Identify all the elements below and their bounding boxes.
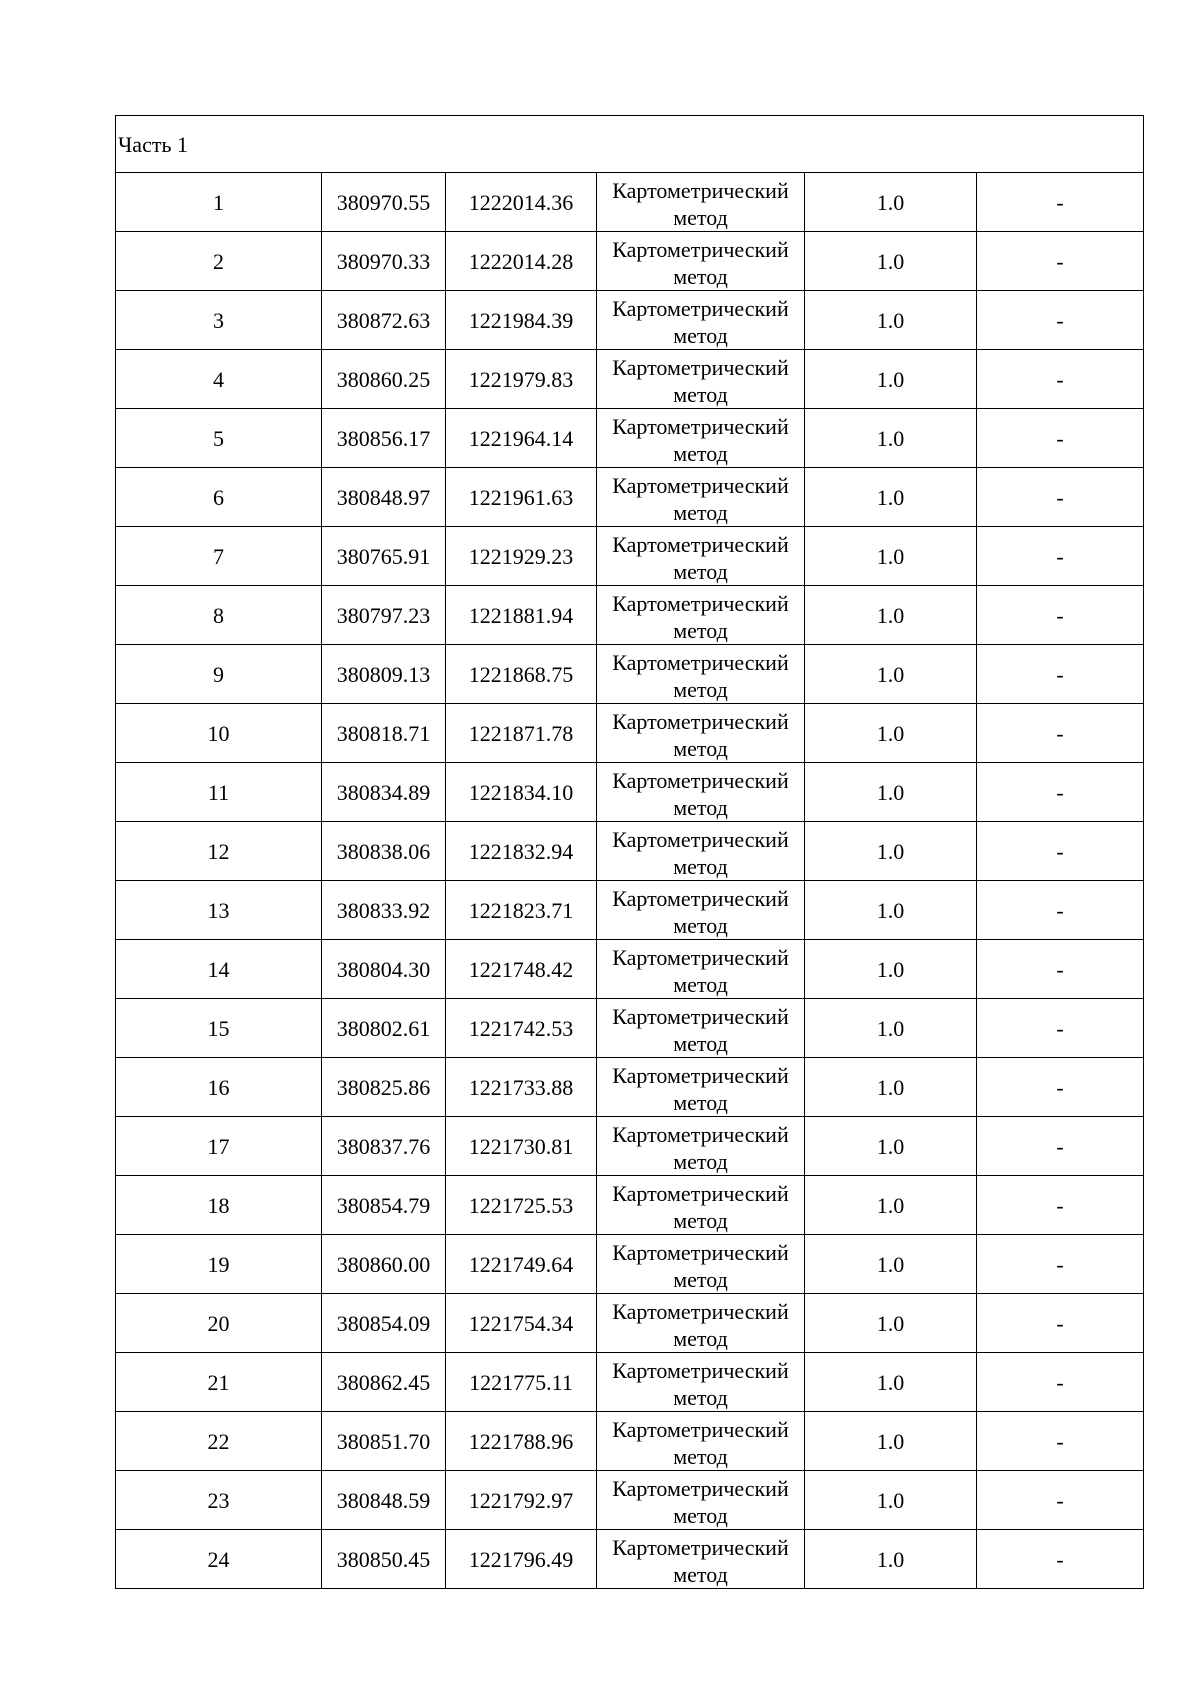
note-cell: - bbox=[977, 1058, 1144, 1117]
accuracy-cell: 1.0 bbox=[805, 940, 977, 999]
accuracy-cell: 1.0 bbox=[805, 586, 977, 645]
method-label-line2: метод bbox=[673, 677, 728, 702]
accuracy-cell: 1.0 bbox=[805, 232, 977, 291]
method-label-line2: метод bbox=[673, 1562, 728, 1587]
point-number-cell: 19 bbox=[116, 1235, 322, 1294]
x-coordinate-cell: 380802.61 bbox=[322, 999, 446, 1058]
accuracy-cell: 1.0 bbox=[805, 1176, 977, 1235]
method-cell bbox=[597, 763, 805, 822]
y-coordinate-cell: 1221961.63 bbox=[446, 468, 597, 527]
y-coordinate-cell: 1221929.23 bbox=[446, 527, 597, 586]
note-cell: - bbox=[977, 291, 1144, 350]
method-cell bbox=[597, 586, 805, 645]
point-number-cell: 14 bbox=[116, 940, 322, 999]
method-label-line1: Картометрический bbox=[612, 827, 789, 852]
method-cell bbox=[597, 350, 805, 409]
point-number-cell: 18 bbox=[116, 1176, 322, 1235]
method-label-line2: метод bbox=[673, 205, 728, 230]
point-number-cell: 9 bbox=[116, 645, 322, 704]
method-label-line2: метод bbox=[673, 1444, 728, 1469]
accuracy-cell: 1.0 bbox=[805, 1294, 977, 1353]
accuracy-cell: 1.0 bbox=[805, 1235, 977, 1294]
note-cell: - bbox=[977, 586, 1144, 645]
note-cell: - bbox=[977, 527, 1144, 586]
method-label-line1: Картометрический bbox=[612, 237, 789, 262]
note-cell: - bbox=[977, 1117, 1144, 1176]
method-label-line2: метод bbox=[673, 559, 728, 584]
method-label-line2: метод bbox=[673, 1090, 728, 1115]
point-number-cell: 3 bbox=[116, 291, 322, 350]
point-number-cell: 11 bbox=[116, 763, 322, 822]
y-coordinate-cell: 1221832.94 bbox=[446, 822, 597, 881]
method-label-line1: Картометрический bbox=[612, 1004, 789, 1029]
x-coordinate-cell: 380970.55 bbox=[322, 173, 446, 232]
table-row bbox=[116, 1530, 1144, 1589]
table-row bbox=[116, 1294, 1144, 1353]
table-row bbox=[116, 940, 1144, 999]
table-row bbox=[116, 1176, 1144, 1235]
method-label-line2: метод bbox=[673, 1385, 728, 1410]
method-label-line2: метод bbox=[673, 1208, 728, 1233]
method-label-line1: Картометрический bbox=[612, 1299, 789, 1324]
method-label-line2: метод bbox=[673, 1031, 728, 1056]
y-coordinate-cell: 1221984.39 bbox=[446, 291, 597, 350]
method-label-line1: Картометрический bbox=[612, 355, 789, 380]
method-label-line2: метод bbox=[673, 618, 728, 643]
note-cell: - bbox=[977, 822, 1144, 881]
part-header-row bbox=[116, 116, 1144, 173]
part-label: Часть 1 bbox=[116, 116, 1144, 173]
method-cell bbox=[597, 291, 805, 350]
accuracy-cell: 1.0 bbox=[805, 1353, 977, 1412]
point-number-cell: 2 bbox=[116, 232, 322, 291]
x-coordinate-cell: 380860.00 bbox=[322, 1235, 446, 1294]
method-label-line1: Картометрический bbox=[612, 591, 789, 616]
method-label-line1: Картометрический bbox=[612, 1535, 789, 1560]
method-cell bbox=[597, 940, 805, 999]
y-coordinate-cell: 1221868.75 bbox=[446, 645, 597, 704]
note-cell: - bbox=[977, 645, 1144, 704]
accuracy-cell: 1.0 bbox=[805, 1530, 977, 1589]
accuracy-cell: 1.0 bbox=[805, 1058, 977, 1117]
note-cell: - bbox=[977, 704, 1144, 763]
accuracy-cell: 1.0 bbox=[805, 1117, 977, 1176]
accuracy-cell: 1.0 bbox=[805, 291, 977, 350]
y-coordinate-cell: 1221748.42 bbox=[446, 940, 597, 999]
note-cell: - bbox=[977, 881, 1144, 940]
method-label-line1: Картометрический bbox=[612, 886, 789, 911]
point-number-cell: 20 bbox=[116, 1294, 322, 1353]
x-coordinate-cell: 380834.89 bbox=[322, 763, 446, 822]
method-label-line1: Картометрический bbox=[612, 1417, 789, 1442]
x-coordinate-cell: 380851.70 bbox=[322, 1412, 446, 1471]
coordinates-table bbox=[115, 115, 1144, 1589]
point-number-cell: 15 bbox=[116, 999, 322, 1058]
x-coordinate-cell: 380818.71 bbox=[322, 704, 446, 763]
table-row bbox=[116, 1117, 1144, 1176]
method-label-line2: метод bbox=[673, 854, 728, 879]
y-coordinate-cell: 1221725.53 bbox=[446, 1176, 597, 1235]
x-coordinate-cell: 380970.33 bbox=[322, 232, 446, 291]
table-row bbox=[116, 704, 1144, 763]
table-row bbox=[116, 1353, 1144, 1412]
x-coordinate-cell: 380837.76 bbox=[322, 1117, 446, 1176]
method-cell bbox=[597, 822, 805, 881]
method-cell bbox=[597, 999, 805, 1058]
method-label-line1: Картометрический bbox=[612, 1063, 789, 1088]
x-coordinate-cell: 380848.59 bbox=[322, 1471, 446, 1530]
accuracy-cell: 1.0 bbox=[805, 409, 977, 468]
point-number-cell: 12 bbox=[116, 822, 322, 881]
table-row bbox=[116, 881, 1144, 940]
note-cell: - bbox=[977, 1471, 1144, 1530]
x-coordinate-cell: 380765.91 bbox=[322, 527, 446, 586]
table-row bbox=[116, 527, 1144, 586]
x-coordinate-cell: 380833.92 bbox=[322, 881, 446, 940]
method-label-line1: Картометрический bbox=[612, 532, 789, 557]
y-coordinate-cell: 1221796.49 bbox=[446, 1530, 597, 1589]
method-cell bbox=[597, 1353, 805, 1412]
method-label-line1: Картометрический bbox=[612, 1358, 789, 1383]
table-row bbox=[116, 468, 1144, 527]
method-label-line2: метод bbox=[673, 500, 728, 525]
method-label-line1: Картометрический bbox=[612, 296, 789, 321]
table-row bbox=[116, 586, 1144, 645]
note-cell: - bbox=[977, 1294, 1144, 1353]
note-cell: - bbox=[977, 232, 1144, 291]
note-cell: - bbox=[977, 350, 1144, 409]
method-cell bbox=[597, 1412, 805, 1471]
method-label-line1: Картометрический bbox=[612, 178, 789, 203]
method-cell bbox=[597, 527, 805, 586]
table-row bbox=[116, 1235, 1144, 1294]
method-label-line2: метод bbox=[673, 972, 728, 997]
table-row bbox=[116, 1471, 1144, 1530]
accuracy-cell: 1.0 bbox=[805, 350, 977, 409]
note-cell: - bbox=[977, 999, 1144, 1058]
method-label-line2: метод bbox=[673, 382, 728, 407]
method-cell bbox=[597, 173, 805, 232]
table-row bbox=[116, 1412, 1144, 1471]
accuracy-cell: 1.0 bbox=[805, 881, 977, 940]
table-row bbox=[116, 409, 1144, 468]
y-coordinate-cell: 1221733.88 bbox=[446, 1058, 597, 1117]
point-number-cell: 7 bbox=[116, 527, 322, 586]
y-coordinate-cell: 1221881.94 bbox=[446, 586, 597, 645]
method-cell bbox=[597, 1530, 805, 1589]
table-row bbox=[116, 232, 1144, 291]
note-cell: - bbox=[977, 1176, 1144, 1235]
point-number-cell: 8 bbox=[116, 586, 322, 645]
x-coordinate-cell: 380860.25 bbox=[322, 350, 446, 409]
method-cell bbox=[597, 1471, 805, 1530]
accuracy-cell: 1.0 bbox=[805, 1471, 977, 1530]
note-cell: - bbox=[977, 1530, 1144, 1589]
method-label-line2: метод bbox=[673, 323, 728, 348]
x-coordinate-cell: 380862.45 bbox=[322, 1353, 446, 1412]
method-label-line2: метод bbox=[673, 264, 728, 289]
method-label-line1: Картометрический bbox=[612, 1476, 789, 1501]
y-coordinate-cell: 1221871.78 bbox=[446, 704, 597, 763]
method-label-line1: Картометрический bbox=[612, 1181, 789, 1206]
x-coordinate-cell: 380854.09 bbox=[322, 1294, 446, 1353]
x-coordinate-cell: 380872.63 bbox=[322, 291, 446, 350]
method-label-line2: метод bbox=[673, 441, 728, 466]
accuracy-cell: 1.0 bbox=[805, 704, 977, 763]
method-label-line1: Картометрический bbox=[612, 650, 789, 675]
method-label-line1: Картометрический bbox=[612, 945, 789, 970]
y-coordinate-cell: 1221979.83 bbox=[446, 350, 597, 409]
note-cell: - bbox=[977, 1235, 1144, 1294]
x-coordinate-cell: 380848.97 bbox=[322, 468, 446, 527]
method-label-line1: Картометрический bbox=[612, 1240, 789, 1265]
y-coordinate-cell: 1221834.10 bbox=[446, 763, 597, 822]
accuracy-cell: 1.0 bbox=[805, 645, 977, 704]
method-cell bbox=[597, 881, 805, 940]
accuracy-cell: 1.0 bbox=[805, 468, 977, 527]
y-coordinate-cell: 1221964.14 bbox=[446, 409, 597, 468]
method-cell bbox=[597, 1294, 805, 1353]
point-number-cell: 22 bbox=[116, 1412, 322, 1471]
table-row bbox=[116, 999, 1144, 1058]
method-label-line2: метод bbox=[673, 1503, 728, 1528]
point-number-cell: 21 bbox=[116, 1353, 322, 1412]
y-coordinate-cell: 1221749.64 bbox=[446, 1235, 597, 1294]
x-coordinate-cell: 380850.45 bbox=[322, 1530, 446, 1589]
method-cell bbox=[597, 645, 805, 704]
accuracy-cell: 1.0 bbox=[805, 822, 977, 881]
method-cell bbox=[597, 468, 805, 527]
note-cell: - bbox=[977, 1353, 1144, 1412]
table-row bbox=[116, 822, 1144, 881]
method-label-line2: метод bbox=[673, 1267, 728, 1292]
table-row bbox=[116, 291, 1144, 350]
point-number-cell: 1 bbox=[116, 173, 322, 232]
note-cell: - bbox=[977, 468, 1144, 527]
x-coordinate-cell: 380838.06 bbox=[322, 822, 446, 881]
method-label-line2: метод bbox=[673, 913, 728, 938]
y-coordinate-cell: 1221730.81 bbox=[446, 1117, 597, 1176]
y-coordinate-cell: 1221792.97 bbox=[446, 1471, 597, 1530]
table-row bbox=[116, 763, 1144, 822]
y-coordinate-cell: 1221823.71 bbox=[446, 881, 597, 940]
y-coordinate-cell: 1221742.53 bbox=[446, 999, 597, 1058]
y-coordinate-cell: 1221754.34 bbox=[446, 1294, 597, 1353]
table-row bbox=[116, 645, 1144, 704]
method-label-line1: Картометрический bbox=[612, 414, 789, 439]
method-cell bbox=[597, 704, 805, 763]
point-number-cell: 6 bbox=[116, 468, 322, 527]
x-coordinate-cell: 380825.86 bbox=[322, 1058, 446, 1117]
method-cell bbox=[597, 232, 805, 291]
x-coordinate-cell: 380797.23 bbox=[322, 586, 446, 645]
table-row bbox=[116, 1058, 1144, 1117]
accuracy-cell: 1.0 bbox=[805, 1412, 977, 1471]
point-number-cell: 4 bbox=[116, 350, 322, 409]
point-number-cell: 17 bbox=[116, 1117, 322, 1176]
method-cell bbox=[597, 1117, 805, 1176]
method-label-line1: Картометрический bbox=[612, 768, 789, 793]
y-coordinate-cell: 1221788.96 bbox=[446, 1412, 597, 1471]
point-number-cell: 23 bbox=[116, 1471, 322, 1530]
method-label-line2: метод bbox=[673, 1149, 728, 1174]
table-row bbox=[116, 173, 1144, 232]
x-coordinate-cell: 380809.13 bbox=[322, 645, 446, 704]
method-cell bbox=[597, 1176, 805, 1235]
method-label-line2: метод bbox=[673, 795, 728, 820]
table-row bbox=[116, 350, 1144, 409]
point-number-cell: 5 bbox=[116, 409, 322, 468]
note-cell: - bbox=[977, 763, 1144, 822]
method-label-line1: Картометрический bbox=[612, 709, 789, 734]
accuracy-cell: 1.0 bbox=[805, 173, 977, 232]
method-label-line2: метод bbox=[673, 1326, 728, 1351]
point-number-cell: 10 bbox=[116, 704, 322, 763]
method-label-line2: метод bbox=[673, 736, 728, 761]
y-coordinate-cell: 1221775.11 bbox=[446, 1353, 597, 1412]
method-cell bbox=[597, 1235, 805, 1294]
point-number-cell: 13 bbox=[116, 881, 322, 940]
method-label-line1: Картометрический bbox=[612, 1122, 789, 1147]
note-cell: - bbox=[977, 940, 1144, 999]
x-coordinate-cell: 380854.79 bbox=[322, 1176, 446, 1235]
y-coordinate-cell: 1222014.28 bbox=[446, 232, 597, 291]
point-number-cell: 16 bbox=[116, 1058, 322, 1117]
point-number-cell: 24 bbox=[116, 1530, 322, 1589]
x-coordinate-cell: 380804.30 bbox=[322, 940, 446, 999]
method-label-line1: Картометрический bbox=[612, 473, 789, 498]
x-coordinate-cell: 380856.17 bbox=[322, 409, 446, 468]
note-cell: - bbox=[977, 409, 1144, 468]
note-cell: - bbox=[977, 173, 1144, 232]
accuracy-cell: 1.0 bbox=[805, 999, 977, 1058]
accuracy-cell: 1.0 bbox=[805, 527, 977, 586]
method-cell bbox=[597, 409, 805, 468]
method-cell bbox=[597, 1058, 805, 1117]
accuracy-cell: 1.0 bbox=[805, 763, 977, 822]
y-coordinate-cell: 1222014.36 bbox=[446, 173, 597, 232]
note-cell: - bbox=[977, 1412, 1144, 1471]
